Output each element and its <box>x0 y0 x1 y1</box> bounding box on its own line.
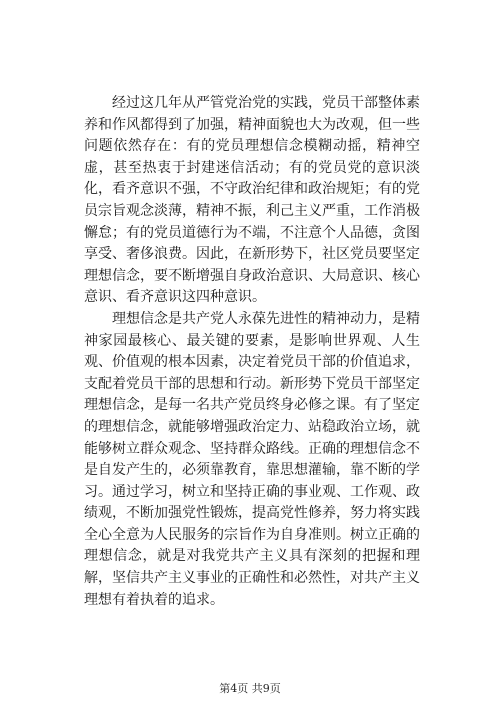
paragraph-2: 理想信念是共产党人永葆先进性的精神动力，是精神家园最核心、最关键的要素，是影响世界观、人生观、价值观的根本因素，决定着党员干部的价值追求，支配着党员干部的思想和行动。新形势下党员干部坚定理想信念，是每一名共产党员终身必修之课。有了坚定的理想信念，就能够增强政治定力、站稳政治立场，就能够树立群众观念、坚持群众路线。正确的理想信念不是自发产生的，必须靠教育，靠思想灌输，靠不断的学习。通过学习，树立和坚持正确的事业观、工作观、政绩观，不断加强党性锻炼，提高党性修养，努力将实践全心全意为人民服务的宗旨作为自身准则。树立正确的理想信念，就是对我党共产主义具有深刻的把握和理解，坚信共产主义事业的正确性和必然性，对共产主义理想有着执着的追求。 <box>84 310 420 608</box>
paragraph-1: 经过这几年从严管党治党的实践，党员干部整体素养和作风都得到了加强，精神面貌也大为改观，但一些问题依然存在：有的党员理想信念模糊动摇，精神空虚，甚至热衷于封建迷信活动；有的党员党的意识淡化，看齐意识不强，不守政治纪律和政治规矩；有的党员宗旨观念淡薄，精神不振，利己主义严重，工作消极懈怠；有的党员道德行为不端，不注意个人品德，贪图享受、奢侈浪费。因此，在新形势下，社区党员要坚定理想信念，要不断增强自身政治意识、大局意识、核心意识、看齐意识这四种意识。 <box>84 95 420 306</box>
page-footer: 第4页 共9页 <box>219 682 281 695</box>
body-text <box>84 93 420 611</box>
